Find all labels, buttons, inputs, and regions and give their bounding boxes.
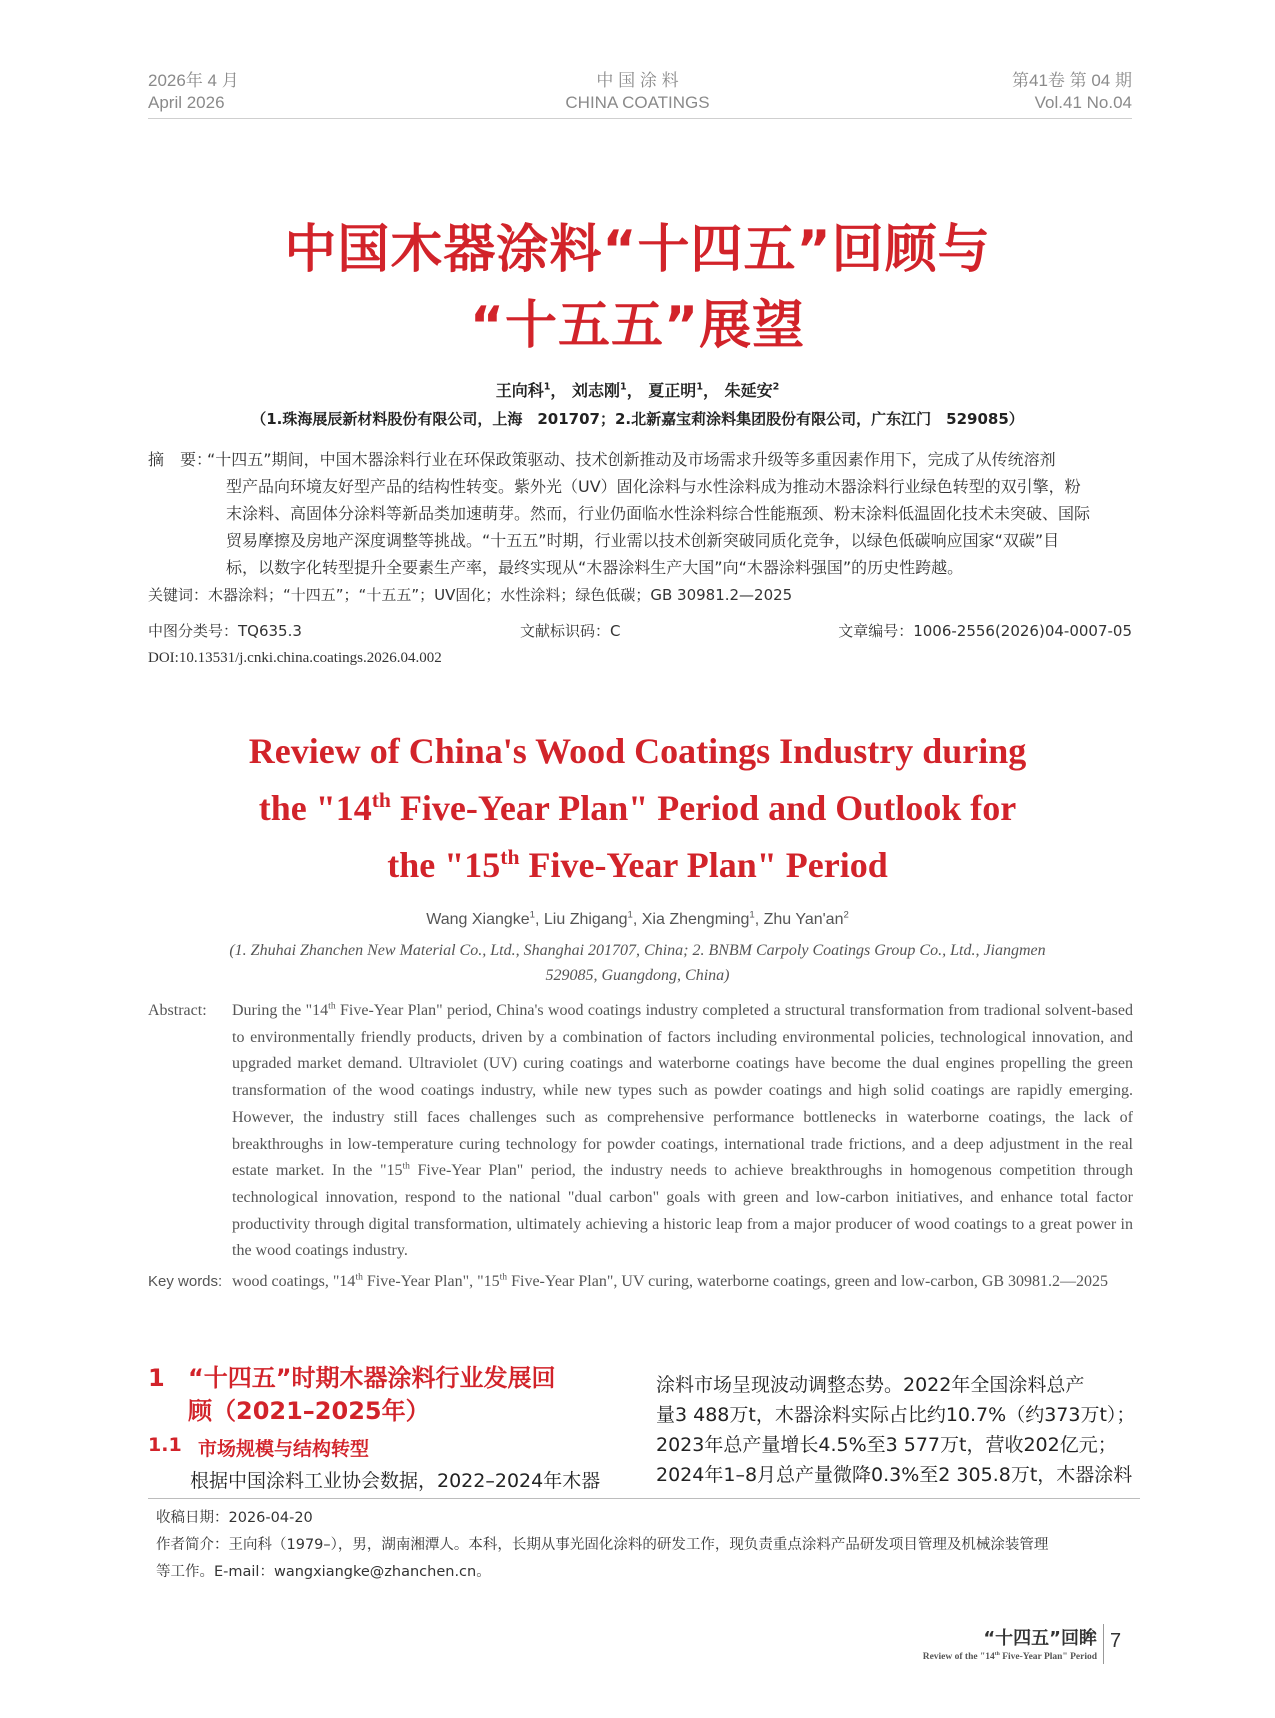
abstract-cn-line: 标，以数字化转型提升全要素生产率，最终实现从“木器涂料生产大国”向“木器涂料强国”的历史性跨越。 xyxy=(226,558,964,577)
header-date-cn: 2026年 4 月 xyxy=(148,71,239,90)
body-line: 2024年1–8月总产量微降0.3%至2 305.8万t，木器涂料 xyxy=(656,1464,1133,1486)
section-number: 1 xyxy=(148,1364,165,1392)
header-volume-cn: 第41卷 第 04 期 xyxy=(1012,71,1132,90)
header-journal-cn: 中 国 涂 料 xyxy=(596,71,679,90)
header-divider xyxy=(148,118,1132,119)
abstract-cn-line: “十四五”期间，中国木器涂料行业在环保政策驱动、技术创新推动及市场需求升级等多重因素作用下，完成了从传统溶剂 xyxy=(207,450,1056,469)
footnote-divider xyxy=(148,1498,1140,1499)
abstract-cn-label: 摘 要： xyxy=(148,450,213,469)
section-title-line1: “十四五”时期木器涂料行业发展回 xyxy=(188,1364,556,1392)
title-cn xyxy=(0,212,1275,364)
author-cn: 朱延安$^2$ xyxy=(724,381,780,400)
received-date: 收稿日期：2026-04-20 xyxy=(156,1510,313,1526)
affiliation-cn: （1.珠海展辰新材料股份有限公司，上海 201707；2.北新嘉宝莉涂料集团股份有限公司，广东江门 529085） xyxy=(251,410,1024,428)
keywords-en-text: wood coatings, "14th Five-Year Plan", "15th Five-Year Plan", UV curing, waterborne coatings, green and low-carbon, GB 30981.2—2025 xyxy=(232,1271,1109,1290)
abstract-cn xyxy=(148,446,1138,581)
abstract-en-text: During the "14th Five-Year Plan" period, China's wood coatings industry completed a structural transformation from tradional solvent-based to environmentally friendly products, driven by a combination of factors including environmental policies, technological innovation, and upgraded market demand. Ultraviolet (UV) curing coatings and waterborne coatings have become the dual engines propelling the green transformation of the wood coatings industry, while new types such as powder coatings and high solid coatings are rapidly emerging. However, the industry still faces challenges such as comprehensive performance bottlenecks in waterborne coatings, the lack of breakthroughs in low-temperature curing technology for powder coatings, international trade frictions, and a deep adjustment in the real estate market. In the "15th Five-Year Plan" period, the industry needs to achieve breakthroughs in homogenous competition through technological innovation, respond to the national "dual carbon" goals with green and low-carbon initiatives, and enhance total factor productivity through digital transformation, ultimately achieving a historic leap from a major producer of wood coatings to a great power in the wood coatings industry. xyxy=(232,1000,1134,1260)
section-title xyxy=(188,1362,643,1428)
author-en: Liu Zhigang$^1$, xyxy=(543,909,642,928)
title-en-line2: the "14th Five-Year Plan" Period and Outlook for xyxy=(258,788,1017,828)
subsection-title: 市场规模与结构转型 xyxy=(198,1438,370,1460)
affiliation-en xyxy=(150,938,1125,988)
author-cn: 夏正明$^1$， xyxy=(648,381,720,400)
title-en-line1: Review of China's Wood Coatings Industry during xyxy=(248,731,1027,771)
author-en: Wang Xiangke$^1$, xyxy=(426,909,544,928)
abstract-cn-line: 型产品向环境友好型产品的结构性转变。紫外光（UV）固化涂料与水性涂料成为推动木器涂料行业绿色转型的双引擎，粉 xyxy=(226,477,1081,496)
header-journal-en: CHINA COATINGS xyxy=(565,93,710,112)
keywords-cn-text: 木器涂料；“十四五”；“十五五”；UV固化；水性涂料；绿色低碳；GB 30981.2—2025 xyxy=(208,586,793,604)
body-line: 涂料市场呈现波动调整态势。2022年全国涂料总产 xyxy=(656,1374,1085,1396)
doi: DOI:10.13531/j.cnki.china.coatings.2026.04.002 xyxy=(148,650,442,666)
body-line: 量3 488万t，木器涂料实际占比约10.7%（约373万t）； xyxy=(656,1404,1136,1426)
keywords-cn-label: 关键词： xyxy=(148,586,209,604)
header-date-en: April 2026 xyxy=(148,93,225,112)
title-en-line3: the "15th Five-Year Plan" Period xyxy=(387,845,888,885)
clc-number: 中图分类号：TQ635.3 xyxy=(148,622,302,640)
body-paragraph-right xyxy=(656,1370,1136,1490)
footer-topic-cn: “十四五”回眸 xyxy=(983,1628,1097,1649)
title-en xyxy=(0,723,1275,894)
body-line: 2023年总产量增长4.5%至3 577万t，营收202亿元； xyxy=(656,1434,1117,1456)
author-cn: 刘志刚$^1$， xyxy=(572,381,643,400)
authors-cn xyxy=(0,378,1275,401)
page-number: 7 xyxy=(1110,1630,1122,1652)
header-volume-en: Vol.41 No.04 xyxy=(1034,93,1132,112)
keywords-cn xyxy=(148,584,792,605)
page-footer-topic xyxy=(923,1624,1097,1662)
footer-topic-en: Review of the "14th Five-Year Plan" Period xyxy=(922,1650,1097,1662)
keywords-en xyxy=(148,1269,1133,1296)
abstract-en-label: Abstract: xyxy=(148,1002,207,1019)
authors-en xyxy=(0,911,1275,929)
author-en: Zhu $Yan'an^2$ xyxy=(763,909,849,928)
affiliation-en-line1: (1. Zhuhai Zhanchen New Material Co., Ltd., Shanghai 201707, China; 2. BNBM Carpoly Coatings Group Co., Ltd., Jiangmen xyxy=(229,942,1046,959)
title-cn-line1: 中国木器涂料“十四五”回顾与 xyxy=(284,220,991,280)
footnote xyxy=(156,1505,1136,1586)
author-en: Xia Zhengming$^1$, xyxy=(641,909,764,928)
author-bio-line1: 作者简介：王向科（1979–），男，湖南湘潭人。本科，长期从事光固化涂料的研发工作，现负责重点涂料产品研发项目管理及机械涂装管理 xyxy=(156,1537,1049,1553)
document-code: 文献标识码：C xyxy=(520,622,621,640)
affiliation-en-line2: 529085, Guangdong, China) xyxy=(545,967,730,984)
author-cn: 王向科$^1$， xyxy=(495,381,567,400)
footer-divider xyxy=(1103,1624,1104,1664)
section-title-line2: 顾（2021–2025年） xyxy=(188,1397,430,1425)
title-cn-line2: “十五五”展望 xyxy=(469,296,806,356)
subsection-number: 1.1 xyxy=(148,1434,182,1456)
article-number: 文章编号：1006-2556(2026)04-0007-05 xyxy=(838,622,1132,640)
keywords-en-label: Key words: xyxy=(148,1273,223,1290)
body-paragraph-left: 根据中国涂料工业协会数据，2022–2024年木器 xyxy=(190,1470,601,1492)
abstract-cn-line: 末涂料、高固体分涂料等新品类加速萌芽。然而，行业仍面临水性涂料综合性能瓶颈、粉末涂料低温固化技术未突破、国际 xyxy=(226,504,1091,523)
abstract-cn-line: 贸易摩擦及房地产深度调整等挑战。“十五五”时期，行业需以技术创新突破同质化竞争，以绿色低碳响应国家“双碳”目 xyxy=(226,531,1060,550)
author-bio-line2: 等工作。E-mail：wangxiangke@zhanchen.cn。 xyxy=(156,1564,491,1580)
header-volume xyxy=(1012,70,1132,114)
abstract-en xyxy=(148,998,1133,1265)
